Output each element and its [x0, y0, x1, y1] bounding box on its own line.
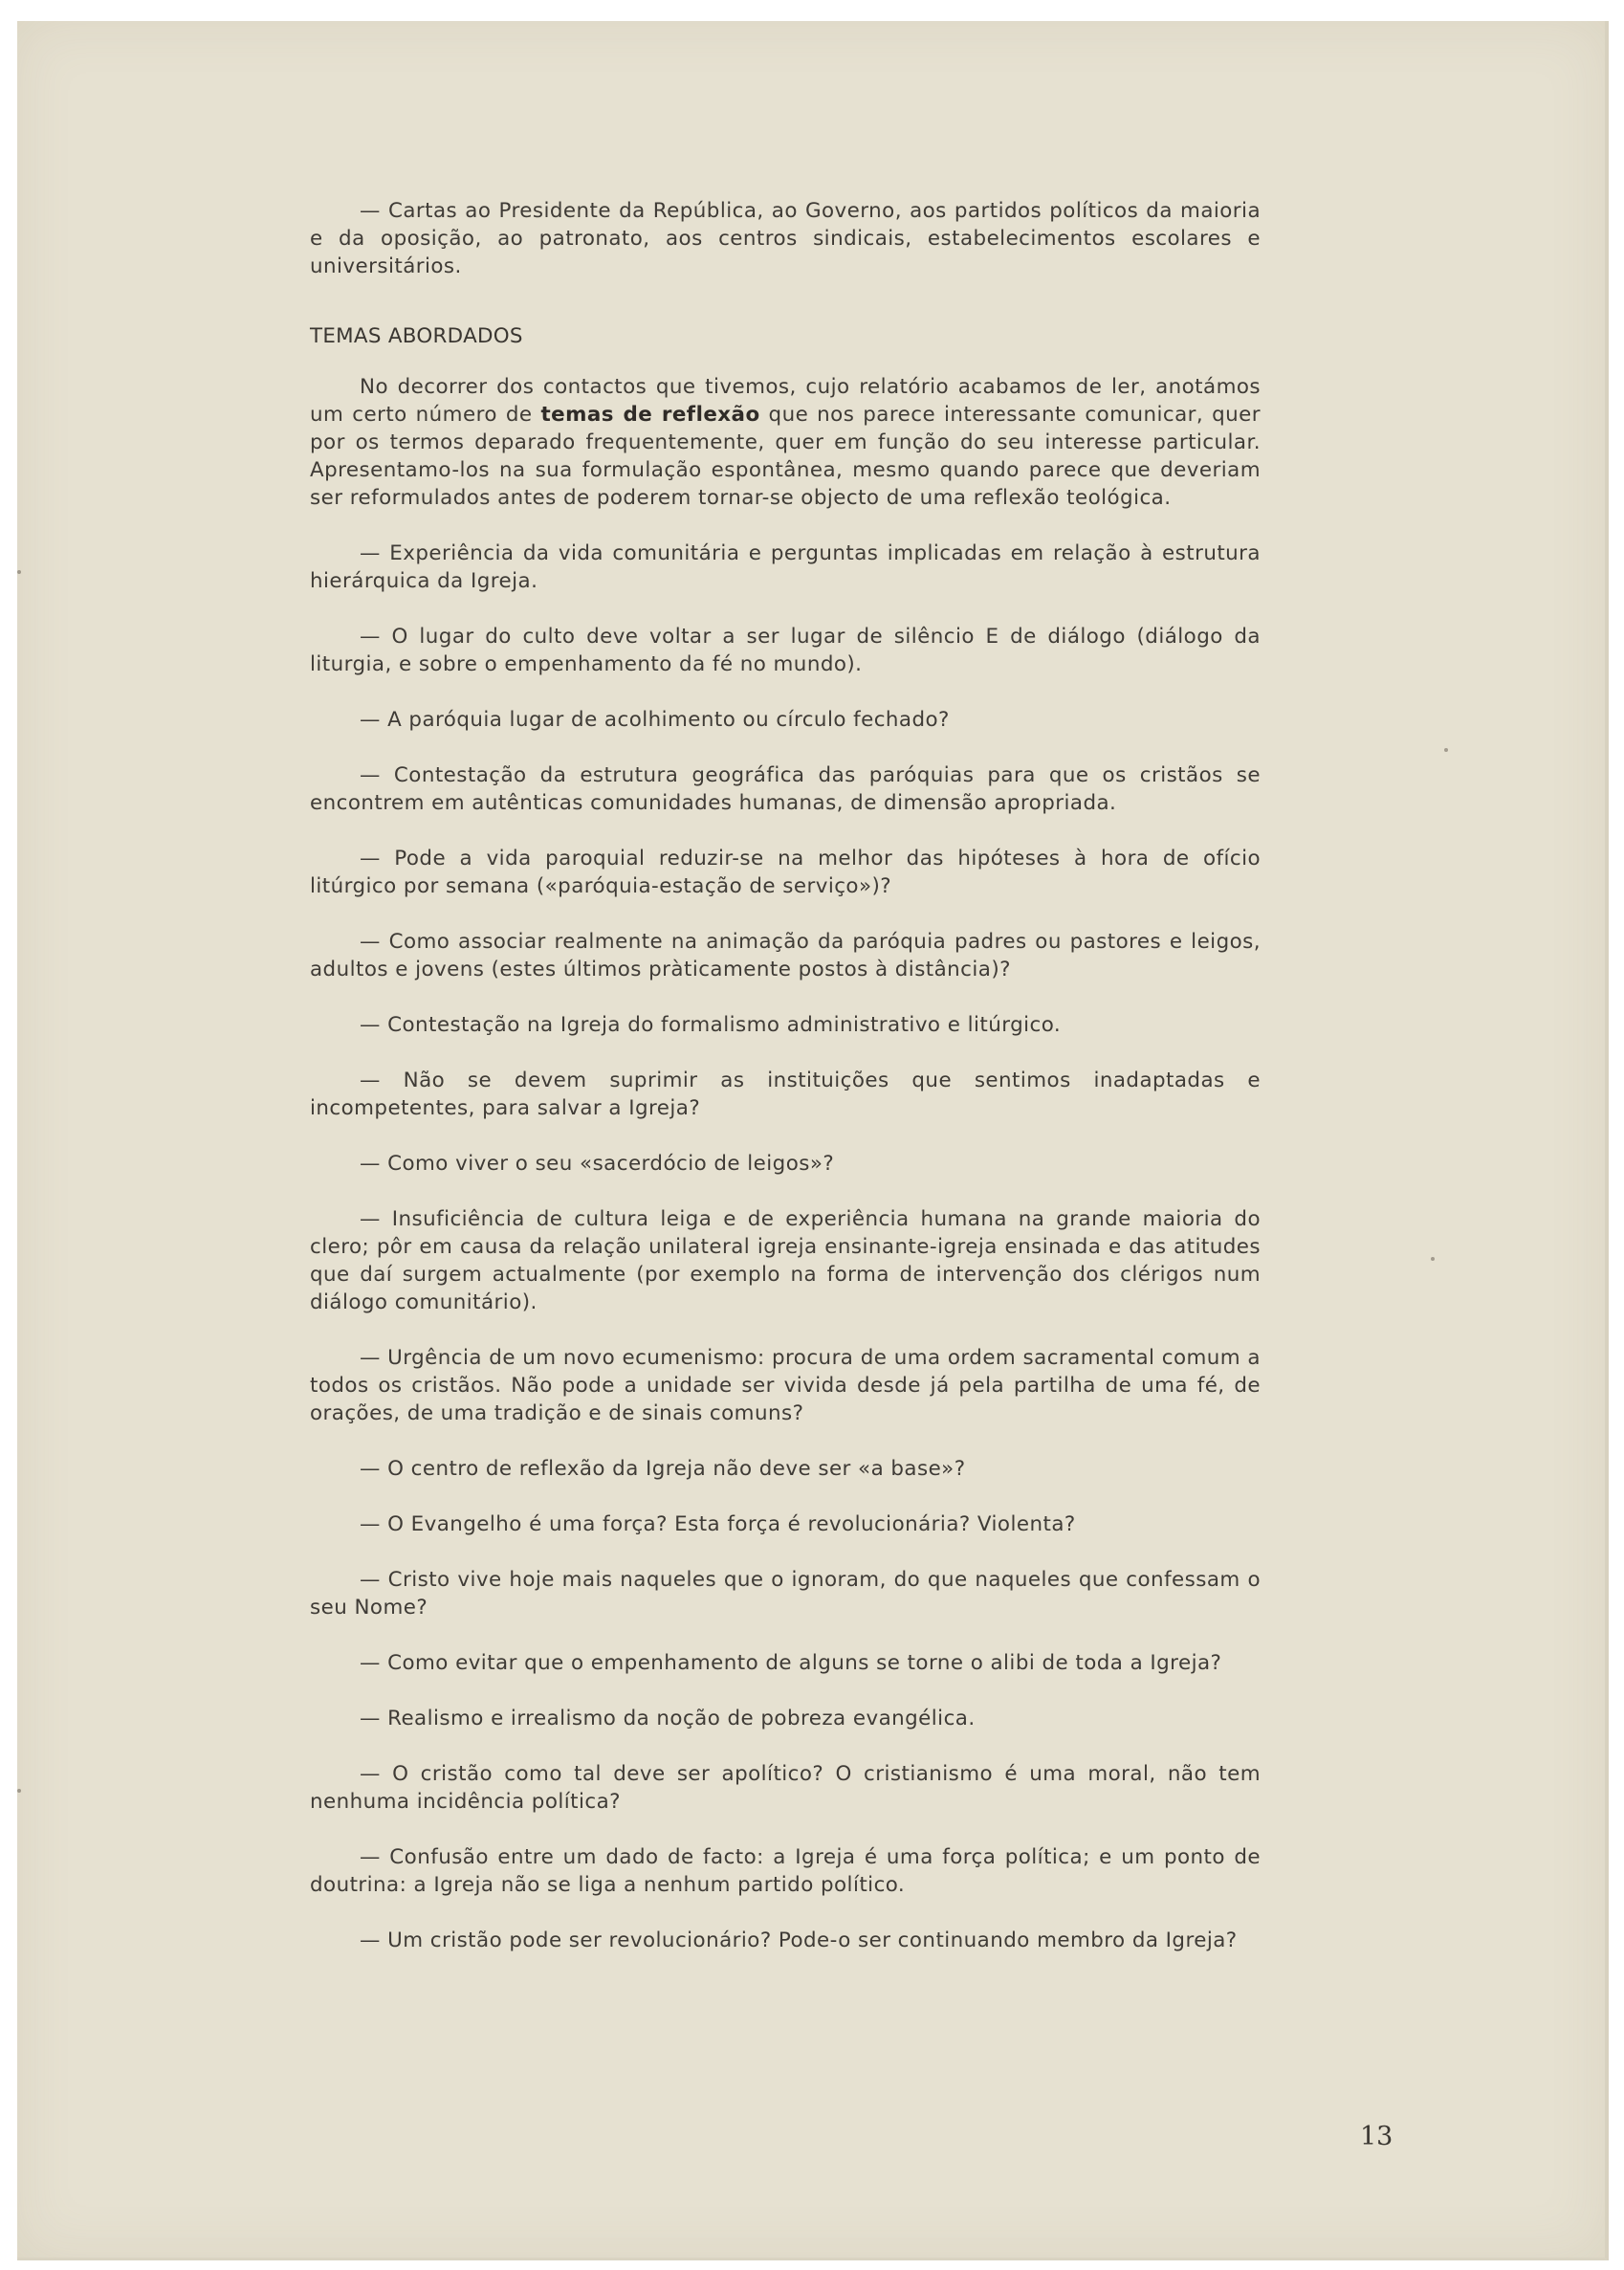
theme-item: — O cristão como tal deve ser apolítico? O cristianismo é uma moral, não tem nenhuma incidência política?: [310, 1762, 1261, 1814]
intro-text-end: que nos parece interessante comunicar, quer por os termos deparado frequentemente, quer em função do seu interesse particular. Apresentamo-los na sua formulação espontânea, mesmo quando parece que deveriam ser reformulados antes de poderem tornar-se objecto de uma reflexão teológica.: [310, 403, 1261, 510]
intro-text-start: No decorrer dos contactos que tivemos, cujo relatório acabamos de ler, anotámos um certo número de: [310, 375, 1261, 427]
theme-item: — Um cristão pode ser revolucionário? Pode-o ser continuando membro da Igreja?: [360, 1928, 1238, 1952]
theme-item: — Experiência da vida comunitária e perguntas implicadas em relação à estrutura hierárquica da Igreja.: [310, 541, 1261, 593]
theme-item: — Cristo vive hoje mais naqueles que o ignoram, do que naqueles que confessam o seu Nome?: [310, 1568, 1261, 1620]
theme-item: — O Evangelho é uma força? Esta força é revolucionária? Violenta?: [360, 1512, 1076, 1536]
paper-sheet: [17, 21, 1609, 2260]
paper-speck: [17, 570, 21, 574]
page-number: 13: [1360, 2122, 1394, 2151]
theme-item: — O centro de reflexão da Igreja não deve ser «a base»?: [360, 1457, 966, 1481]
first-item: — Cartas ao Presidente da República, ao Governo, aos partidos políticos da maioria e da oposição, ao patronato, aos centros sindicais, estabelecimentos escolares e universitários.: [310, 199, 1261, 278]
page-text: [310, 197, 1261, 1982]
theme-item: — Contestação da estrutura geográfica das paróquias para que os cristãos se encontrem em autênticas comunidades humanas, de dimensão apropriada.: [310, 763, 1261, 815]
theme-item: — A paróquia lugar de acolhimento ou círculo fechado?: [360, 708, 950, 732]
section-heading: TEMAS ABORDADOS: [310, 324, 523, 348]
theme-item: — Contestação na Igreja do formalismo administrativo e litúrgico.: [360, 1013, 1062, 1037]
paper-speck: [1431, 1257, 1435, 1261]
intro-bold-phrase: temas de reflexão: [540, 403, 760, 427]
intro-paragraph: [310, 373, 1261, 512]
theme-item: — Como evitar que o empenhamento de alguns se torne o alibi de toda a Igreja?: [360, 1651, 1222, 1675]
theme-item: — Realismo e irrealismo da noção de pobreza evangélica.: [360, 1707, 976, 1730]
theme-item: — Como associar realmente na animação da paróquia padres ou pastores e leigos, adultos e jovens (estes últimos pràticamente postos à distância)?: [310, 930, 1261, 981]
theme-item: — Confusão entre um dado de facto: a Igreja é uma força política; e um ponto de doutrina: a Igreja não se liga a nenhum partido político.: [310, 1845, 1261, 1897]
theme-item: — Não se devem suprimir as instituições que sentimos inadaptadas e incompetentes, para salvar a Igreja?: [310, 1069, 1261, 1120]
theme-item: — O lugar do culto deve voltar a ser lugar de silêncio E de diálogo (diálogo da liturgia, e sobre o empenhamento da fé no mundo).: [310, 625, 1261, 676]
theme-item: — Insuficiência de cultura leiga e de experiência humana na grande maioria do clero; pôr em causa da relação unilateral igreja ensinante-igreja ensinada e das atitudes que daí surgem actualmente (por exemplo na forma de intervenção dos clérigos num diálogo comunitário).: [310, 1207, 1261, 1314]
theme-item: — Pode a vida paroquial reduzir-se na melhor das hipóteses à hora de ofício litúrgico por semana («paróquia-estação de serviço»)?: [310, 847, 1261, 898]
paper-speck: [17, 1789, 21, 1793]
theme-item: — Como viver o seu «sacerdócio de leigos»?: [360, 1152, 835, 1176]
theme-item: — Urgência de um novo ecumenismo: procura de uma ordem sacramental comum a todos os cristãos. Não pode a unidade ser vivida desde já pela partilha de uma fé, de orações, de uma tradição e de sinais comuns?: [310, 1346, 1261, 1425]
paper-speck: [1444, 748, 1448, 752]
